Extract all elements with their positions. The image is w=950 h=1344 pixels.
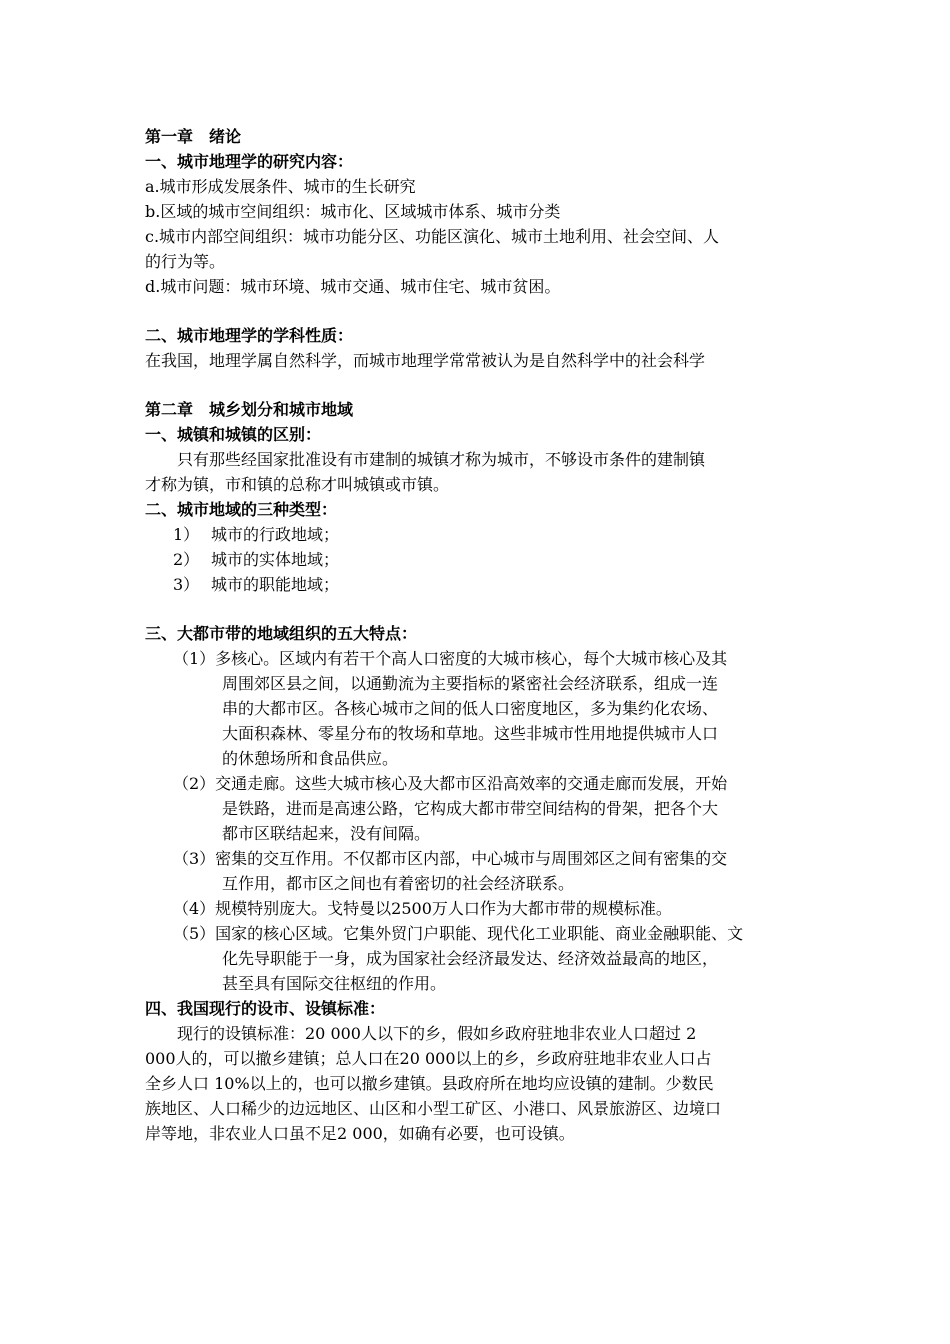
point-line: （1）多核心。区域内有若干个高人口密度的大城市核心，每个大城市核心及其 xyxy=(173,649,728,668)
list-item xyxy=(145,547,815,572)
list-number: 3） xyxy=(173,575,200,594)
point-line: 是铁路，进而是高速公路，它构成大都市带空间结构的骨架，把各个大 xyxy=(222,799,719,818)
point-line: 化先导职能于一身，成为国家社会经济最发达、经济效益最高的地区， xyxy=(222,949,719,968)
paragraph-line: 的行为等。 xyxy=(145,252,226,271)
chapter-1-title: 第一章 绪论 xyxy=(145,127,242,146)
list-text: 城市的实体地域； xyxy=(211,550,340,569)
point-line: （3）密集的交互作用。不仅都市区内部，中心城市与周围郊区之间有密集的交 xyxy=(173,849,728,868)
list-item xyxy=(145,572,815,597)
paragraph-line: 只有那些经国家批准设有市建制的城镇才称为城市，不够设市条件的建制镇 xyxy=(177,450,706,469)
point-line: （4）规模特别庞大。戈特曼以2500万人口作为大都市带的规模标准。 xyxy=(173,899,672,918)
point-line: 互作用，都市区之间也有着密切的社会经济联系。 xyxy=(222,874,575,893)
list-number: 1） xyxy=(173,525,200,544)
spacer xyxy=(145,597,815,621)
paragraph-line: c.城市内部空间组织：城市功能分区、功能区演化、城市土地利用、社会空间、人 xyxy=(145,227,720,246)
section-title: 一、城市地理学的研究内容： xyxy=(145,152,354,171)
paragraph-line: 才称为镇，市和镇的总称才叫城镇或市镇。 xyxy=(145,475,450,494)
section-title: 三、大都市带的地域组织的五大特点： xyxy=(145,624,418,643)
paragraph-line: a.城市形成发展条件、城市的生长研究 xyxy=(145,177,416,196)
point-line: 甚至具有国际交往枢纽的作用。 xyxy=(222,974,447,993)
paragraph-line: 全乡人口 10%以上的，也可以撤乡建镇。县政府所在地均应设镇的建制。少数民 xyxy=(145,1074,714,1093)
paragraph-line: 在我国，地理学属自然科学，而城市地理学常常被认为是自然科学中的社会科学 xyxy=(145,351,706,370)
document-page xyxy=(145,124,815,1146)
section-title: 四、我国现行的设市、设镇标准： xyxy=(145,999,386,1018)
point-line: 串的大都市区。各核心城市之间的低人口密度地区，多为集约化农场、 xyxy=(222,699,719,718)
list-text: 城市的职能地域； xyxy=(211,575,340,594)
list-text: 城市的行政地域； xyxy=(211,525,340,544)
point-line: 周围郊区县之间，以通勤流为主要指标的紧密社会经济联系，组成一连 xyxy=(222,674,719,693)
chapter-2-title: 第二章 城乡划分和城市地域 xyxy=(145,400,354,419)
section-title: 二、城市地域的三种类型： xyxy=(145,500,338,519)
paragraph-line: 岸等地，非农业人口虽不足2 000，如确有必要，也可设镇。 xyxy=(145,1124,575,1143)
paragraph-line: b.区域的城市空间组织：城市化、区域城市体系、城市分类 xyxy=(145,202,561,221)
paragraph-line: 000人的，可以撤乡建镇；总人口在20 000以上的乡，乡政府驻地非农业人口占 xyxy=(145,1049,712,1068)
paragraph-line: 族地区、人口稀少的边远地区、山区和小型工矿区、小港口、风景旅游区、边境口 xyxy=(145,1099,722,1118)
paragraph-line: d.城市问题：城市环境、城市交通、城市住宅、城市贫困。 xyxy=(145,277,561,296)
paragraph-line: 现行的设镇标准：20 000人以下的乡，假如乡政府驻地非农业人口超过 2 xyxy=(177,1024,697,1043)
point-line: （2）交通走廊。这些大城市核心及大都市区沿高效率的交通走廊而发展，开始 xyxy=(173,774,728,793)
spacer xyxy=(145,373,815,397)
point-line: 大面积森林、零星分布的牧场和草地。这些非城市性用地提供城市人口 xyxy=(222,724,719,743)
point-line: （5）国家的核心区域。它集外贸门户职能、现代化工业职能、商业金融职能、文 xyxy=(173,924,744,943)
point-line: 都市区联结起来，没有间隔。 xyxy=(222,824,431,843)
spacer xyxy=(145,299,815,323)
list-number: 2） xyxy=(173,550,200,569)
section-title: 二、城市地理学的学科性质： xyxy=(145,326,354,345)
point-line: 的休憩场所和食品供应。 xyxy=(222,749,399,768)
section-title: 一、城镇和城镇的区别： xyxy=(145,425,322,444)
list-item xyxy=(145,522,815,547)
